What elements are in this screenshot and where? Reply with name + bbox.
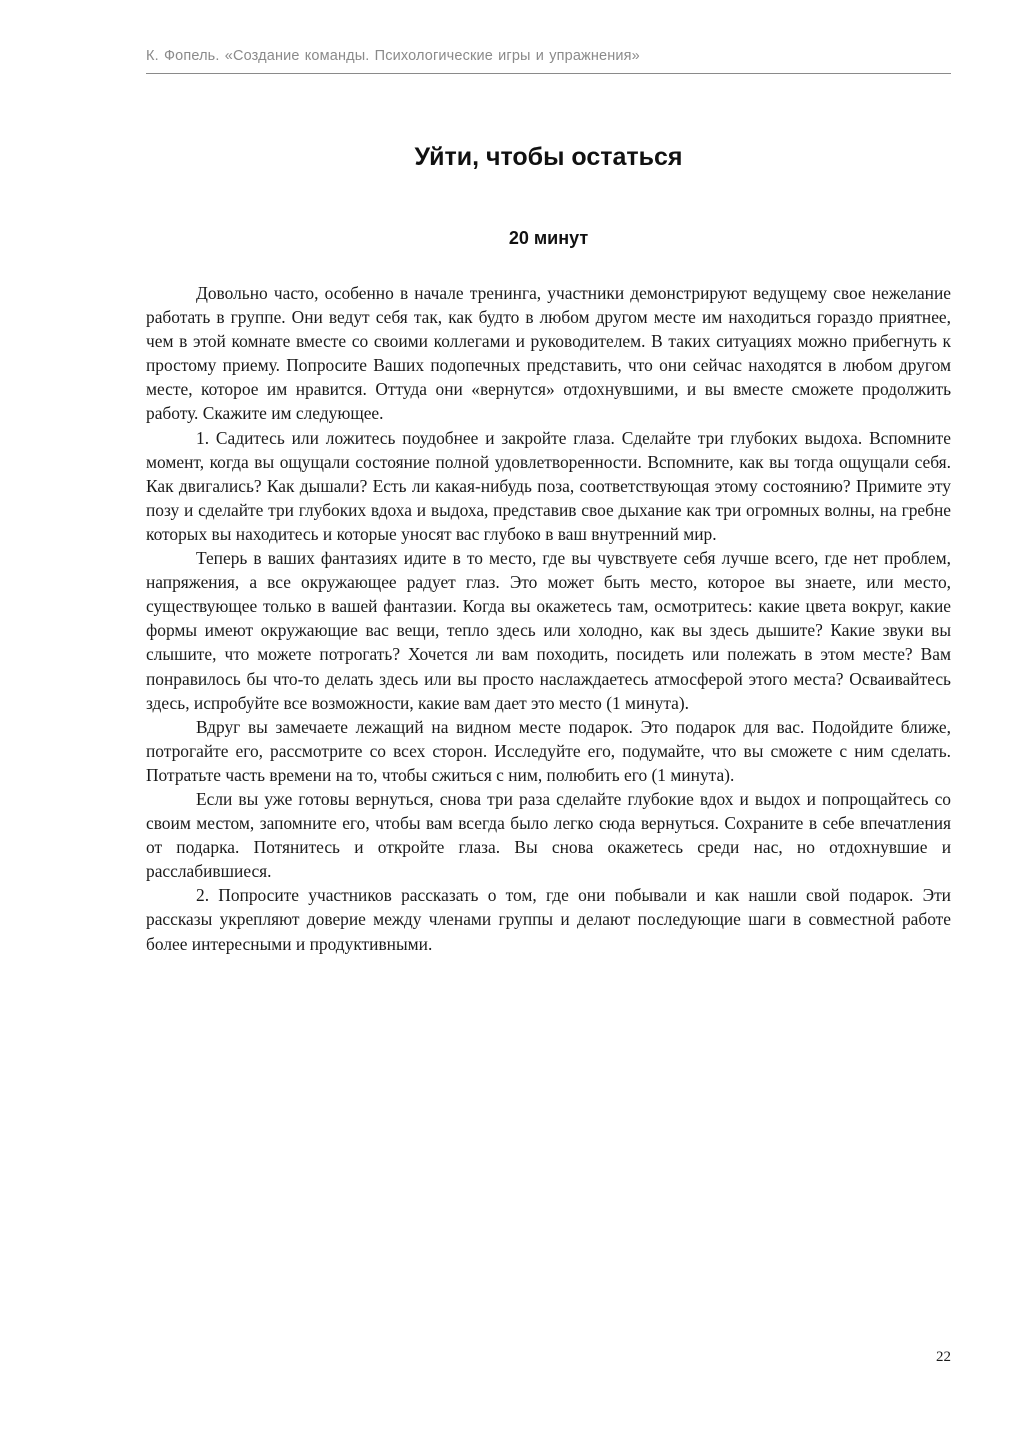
running-header: К. Фопель. «Создание команды. Психологические игры и упражнения» (146, 48, 951, 74)
body-text (146, 281, 951, 956)
page-number: 22 (936, 1349, 951, 1365)
exercise-duration: 20 минут (508, 228, 589, 248)
paragraph-intro: Довольно часто, особенно в начале тренинга, участники демонстрируют ведущему свое нежелание работать в группе. Они ведут себя так, как будто в любом другом месте им находиться гораздо приятнее, чем в этой комнате вместе со своими коллегами и руководителем. В таких ситуациях можно прибегнуть к простому приему. Попросите Ваших подопечных представить, что они сейчас находятся в любом другом месте, которое им нравится. Оттуда они «вернутся» отдохнувшими, и вы вместе сможете продолжить работу. Скажите им следующее. (146, 283, 951, 424)
paragraph-step-1: 1. Садитесь или ложитесь поудобнее и закройте глаза. Сделайте три глубоких выдоха. Вспомните момент, когда вы ощущали состояние полной удовлетворенности. Вспомните, как вы тогда ощущали себя. Как двигались? Как дышали? Есть ли какая-нибудь поза, соответствующая этому состоянию? Примите эту позу и сделайте три глубоких вдоха и выдоха, представив свое дыхание как три огромных волны, на гребне которых вы находитесь и которые уносят вас глубоко в ваш внутренний мир. (146, 427, 951, 544)
paragraph-gift: Вдруг вы замечаете лежащий на видном месте подарок. Это подарок для вас. Подойдите ближе, потрогайте его, рассмотрите со всех сторон. Исследуйте его, подумайте, что вы сможете с ним сделать. Потратьте часть времени на то, чтобы сжиться с ним, полюбить его (1 минута). (146, 716, 951, 785)
page-title: Уйти, чтобы остаться (414, 143, 683, 171)
paragraph-step-2: 2. Попросите участников рассказать о том, где они побывали и как нашли свой подарок. Эти рассказы укрепляют доверие между членами группы и делают последующие шаги в совместной работе более интересными и продуктивными. (146, 885, 951, 954)
paragraph-return: Если вы уже готовы вернуться, снова три раза сделайте глубокие вдох и выдох и попрощайтесь со своим местом, запомните его, чтобы вам всегда было легко сюда вернуться. Сохраните в себе впечатления от подарка. Потянитесь и откройте глаза. Вы снова окажетесь среди нас, но отдохнувшие и расслабившиеся. (146, 788, 951, 882)
paragraph-fantasy-place: Теперь в ваших фантазиях идите в то место, где вы чувствуете себя лучше всего, где нет проблем, напряжения, а все окружающее радует глаз. Это может быть место, которое вы знаете, или место, существующее только в вашей фантазии. Когда вы окажетесь там, осмотритесь: какие цвета вокруг, какие формы имеют окружающие вас вещи, тепло здесь или холодно, как вы здесь дышите? Какие звуки вы слышите, что можете потрогать? Хочется ли вам походить, посидеть или полежать в этом месте? Вам понравилось бы что-то делать здесь или вы просто наслаждаетесь атмосферой этого места? Осваивайтесь здесь, испробуйте все возможности, какие вам дает это место (1 минута). (146, 548, 951, 713)
